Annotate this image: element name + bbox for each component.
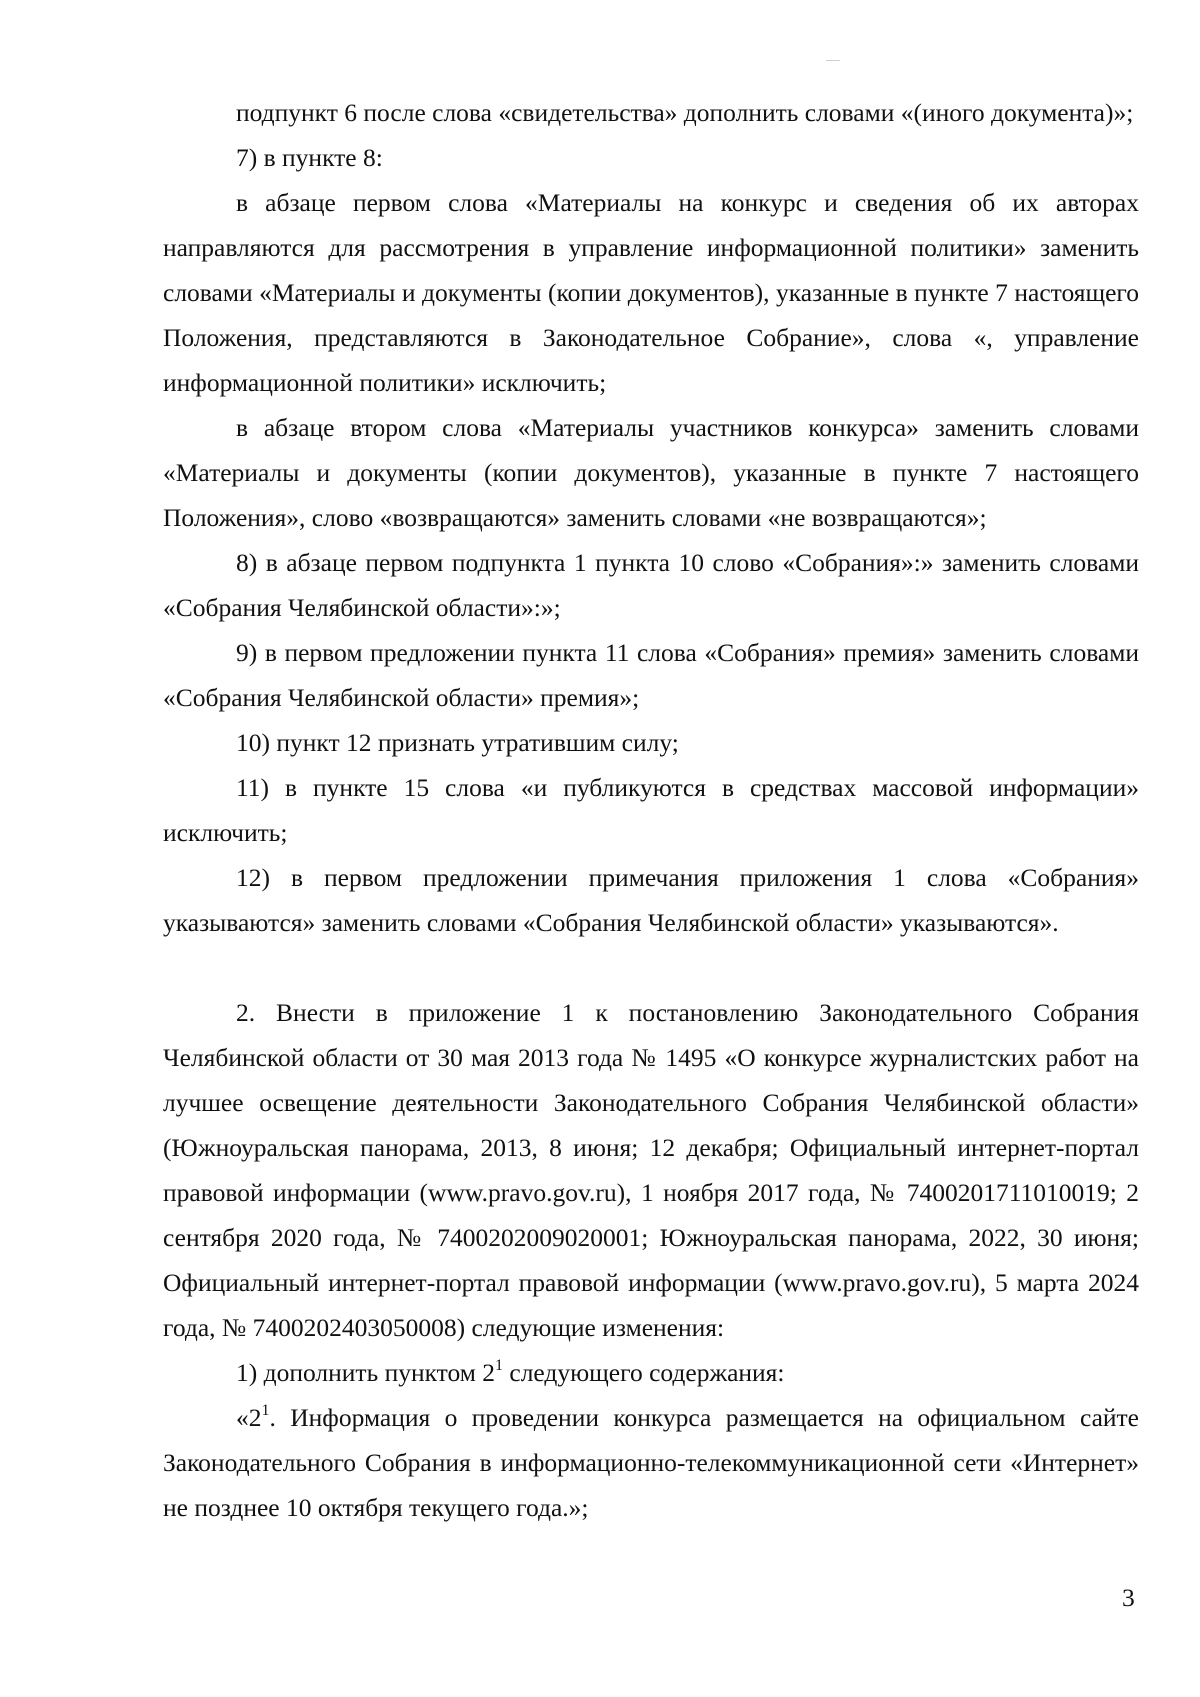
paragraph-section-2-quote bbox=[163, 1395, 1139, 1530]
paragraph-section-2-intro: 2. Внести в приложение 1 к постановлению Законодательного Собрания Челябинской области от 30 мая 2013 года № 1495 «О конкурсе журналистских работ на лучшее освещение деятельности Законодательного Собрания Челябинской области» (Южноуральская панорама, 2013, 8 июня; 12 декабря; Официальный интернет-портал правовой информации (www.pravo.gov.ru), 1 ноября 2017 года, № 7400201711010019; 2 сентября 2020 года, № 7400202009020001; Южноуральская панорама, 2022, 30 июня; Официальный интернет-портал правовой информации (www.pravo.gov.ru), 5 марта 2024 года, № 7400202403050008) следующие изменения: bbox=[163, 998, 1139, 1342]
paragraph-item-7-first-abzac: в абзаце первом слова «Материалы на конкурс и сведения об их авторах направляются для рассмотрения в управление информационной политики» заменить словами «Материалы и документы (копии документов), указанные в пункте 7 настоящего Положения, представляются в Законодательное Собрание», слова «, управление информационной политики» исключить; bbox=[163, 188, 1139, 397]
paragraph-item-9: 9) в первом предложении пункта 11 слова «Собрания» премия» заменить словами «Собрания Челябинской области» премия»; bbox=[163, 638, 1139, 712]
paragraph-item-10: 10) пункт 12 признать утратившим силу; bbox=[236, 728, 679, 757]
paragraph-item-12: 12) в первом предложении примечания приложения 1 слова «Собрания» указываются» заменить словами «Собрания Челябинской области» указываются». bbox=[163, 863, 1139, 937]
paragraph-item-7: 7) в пункте 8: bbox=[236, 143, 383, 172]
paragraph-item-7-second-abzac: в абзаце втором слова «Материалы участников конкурса» заменить словами «Материалы и документы (копии документов), указанные в пункте 7 настоящего Положения», слово «возвращаются» заменить словами «не возвращаются»; bbox=[163, 413, 1139, 532]
item-1-superscript: 1 bbox=[495, 1357, 503, 1374]
quote-number: «2 bbox=[236, 1403, 262, 1432]
paragraph-subitem-6: подпункт 6 после слова «свидетельства» дополнить словами «(иного документа)»; bbox=[236, 98, 1134, 127]
scan-artifact bbox=[826, 60, 840, 61]
paragraph-item-11: 11) в пункте 15 слова «и публикуются в средствах массовой информации» исключить; bbox=[163, 773, 1139, 847]
item-1-text: 1) дополнить пунктом 2 bbox=[236, 1358, 495, 1387]
item-1-text-end: следующего содержания: bbox=[503, 1358, 785, 1387]
page-number: 3 bbox=[1122, 1583, 1135, 1612]
paragraph-item-8: 8) в абзаце первом подпункта 1 пункта 10 слово «Собрания»:» заменить словами «Собрания Челябинской области»:»; bbox=[163, 548, 1139, 622]
document-body bbox=[163, 90, 1139, 1530]
paragraph-section-2-item-1 bbox=[163, 1350, 1139, 1395]
section-gap bbox=[163, 945, 1139, 990]
quote-superscript: 1 bbox=[261, 1402, 270, 1419]
quote-text: . Информация о проведении конкурса размещается на официальном сайте Законодательного Собрания в информационно-телекоммуникационной сети «Интернет» не позднее 10 октября текущего года.»; bbox=[163, 1403, 1139, 1522]
